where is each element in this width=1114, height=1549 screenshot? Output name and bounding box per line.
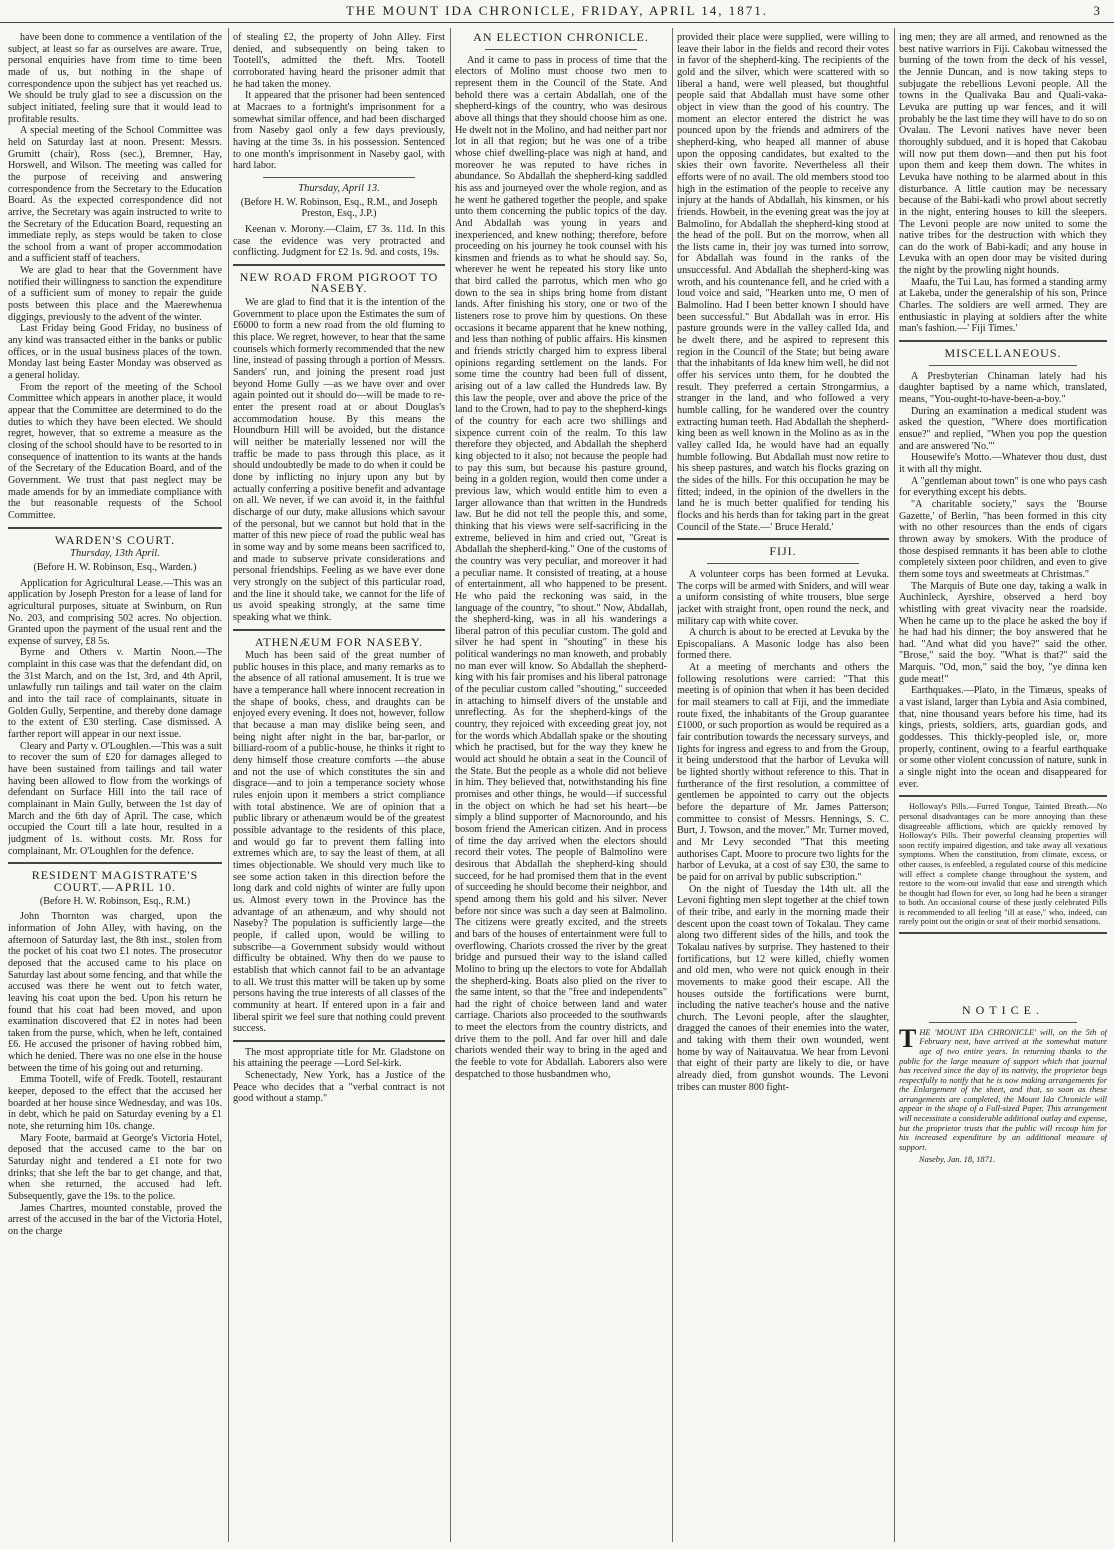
column-rule xyxy=(672,28,673,1542)
section-divider xyxy=(899,340,1107,342)
section-divider xyxy=(8,527,222,529)
article-paragraph: Schenectady, New York, has a Justice of the Peace who decides that a "verbal contract is not good without a stamp." xyxy=(233,1070,445,1105)
advertisement-text: Holloway's Pills.—Furred Tongue, Tainted Breath.—No personal disadvantages can be more annoying than these disagreeable afflictions, which are quickly removed by Holloway's Pills. Their powerful cleansing properties will soon rectify impaired digestion, and take away all vexatious symptoms. When the constitution, from climate, excess, or other causes, is enfeebled, a regulated course of this medicine will effect a complete change throughout the system, and restore to the worn-out invalid that ease and strength which he thought had flown for ever, so long had he been a stranger to both. An occasional course of these justly celebrated Pills is recommended to all feeling "ill at ease," who, indeed, can rarely point out the origin or seat of their morbid sensations. xyxy=(899,802,1107,927)
court-bench: (Before H. W. Robinson, Esq., R.M.) xyxy=(39,895,191,907)
section-divider xyxy=(485,49,637,50)
column-3 xyxy=(455,32,667,1542)
article-paragraph: A church is about to be erected at Levuka by the Episcopalians. A Masonic lodge has also been formed there. xyxy=(677,627,889,662)
article-paragraph: We are glad to hear that the Government have notified their willingness to sanction the expenditure of a sufficient sum of money to repair the guide posts between this place and the Maerewhenua diggings, previously to the advent of the winter. xyxy=(8,265,222,323)
court-bench: (Before H. W. Robinson, Esq., Warden.) xyxy=(33,561,197,573)
column-rule xyxy=(228,28,229,1542)
court-date: Thursday, 13th April. xyxy=(70,548,160,560)
section-heading-notice: NOTICE. xyxy=(962,1003,1044,1018)
article-paragraph: Application for Agricultural Lease.—This was an application by Joseph Preston for a lease of land for agricultural purposes, situate at Swinburn, on Run No. 203, and comprising 502 acres. No objection. Granted upon the payment of the usual rent and the expense of survey, £8 5s. xyxy=(8,577,222,647)
article-paragraph: James Chartres, mounted constable, proved the arrest of the accused in the bar of the Victoria Hotel, on the charge xyxy=(8,1202,222,1237)
article-paragraph: of stealing £2, the property of John Alley. First denied, and subsequently on being taken to Tootell's, admitted the theft. Mrs. Tootell corroborated having heard the prisoner admit that he had taken the money. xyxy=(233,32,445,90)
section-divider xyxy=(233,264,445,266)
column-4 xyxy=(677,32,889,1542)
advertisement-holloways-pills xyxy=(899,802,1107,927)
article-paragraph: A Presbyterian Chinaman lately had his daughter baptised by a name which, translated, means, "You-ought-to-have-been-a-boy." xyxy=(899,370,1107,406)
article-paragraph: The Marquis of Bute one day, taking a walk in Auchinleck, Ayrshire, observed a herd boy whistling with great vivacity near the roadside. When he came up to the place he asked the boy if he had had his dinner; the boy answered that he had. "And what did you have?" said the other. "Brose," said the boy. "What is that?" said the Marquis. "Od, mon," said the boy, "ye dinna ken gude meat!" xyxy=(899,580,1107,685)
notice-signature: Naseby, Jan. 18, 1871. xyxy=(919,1155,996,1165)
article-paragraph: A special meeting of the School Committee was held on Saturday last at noon. Present: Messrs. Grumitt (chair), Ross (sec.), Bremner, Hay, Horswell, and Wilson. The meeting was called for the purpose of receiving and answering correspondence from the Secretary to the Education Board. As the expected correspondence did not arrive, the Secretary was again instructed to write to the Secretary of the Education Board, requesting an immediate reply, as steps would be taken to close the school from a want of proper accommodation and a sufficient staff of teachers. xyxy=(8,125,222,265)
section-divider xyxy=(899,932,1107,934)
article-paragraph: On the night of Tuesday the 14th ult. all the Levoni fighting men slept together at the chief town of their tribe, and early in the morning made their descent upon the coast town of Tokalau. They came along two different sides of the hills, and took the Tokalau natives by surprise. They hastened to their fortifications, but 12 were killed, chiefly women and old men, who were not quick enough in their movements to make good their escape. All the houses outside the fortifications were burnt, including the native teacher's house and the native church. The Levoni people, after the slaughter, dragged the canoes of their enemies into the water, and taking with them their own wounded, went home by way of Naitauvatua. We hear from Levoni that eight of their party are likely to die, or have already died, from gunshot wounds. The Levoni tribes can muster 800 fight- xyxy=(677,883,889,1093)
article-paragraph: Housewife's Motto.—Whatever thou dust, dust it with all thy might. xyxy=(899,452,1107,475)
section-heading-resident-magistrates-court: RESIDENT MAGISTRATE'S COURT.—APRIL 10. xyxy=(31,868,199,894)
article-paragraph: Keenan v. Morony.—Claim, £7 3s. 11d. In this case the evidence was very protracted and conflicting. Judgment for £2 1s. 9d. and costs, 19s. xyxy=(233,223,445,259)
notice-box xyxy=(899,1023,1107,1165)
section-divider xyxy=(707,563,859,564)
masthead-title: THE MOUNT IDA CHRONICLE, FRIDAY, APRIL 14, 1871. xyxy=(345,3,769,18)
article-paragraph: Earthquakes.—Plato, in the Timæus, speaks of a vast island, larger than Lybia and Asia combined, that, nine thousand years before his time, had its kings, priests, soldiers, arts, guardian gods, and goddesses. This thickly-peopled isle, or, more properly, continent, owing to a fearful earthquake or some other violent concussion of nature, sunk in a single night into the ocean and disappeared for ever. xyxy=(899,685,1107,790)
article-paragraph: At a meeting of merchants and others the following resolutions were carried: "That this meeting is of opinion that when it has been decided for mail steamers to call at Fiji, and the immediate route fixed, the inhabitants of the Group guarantee £1000, or such proportion as would be required as a fair contribution towards the necessary surveys, and lights for ingress and egress to and from the Group, it being understood that the harbor of Levuka will be lighted shortly without reference to this. That in furtherance of the first resolution, a committee of gentlemen be appointed to carry out the objects before the departure of Mr. James Patterson; committee to consist of Messrs. Hennings, S. C. Burt, J. Towson, and the mover." Mr. Turner moved, and Mr Levy seconded "That this meeting authorises Capt. Moore to procure two lights for the harbor of Levuka, at a cost of say £30, the same to be paid for on arrival by public subscription." xyxy=(677,662,889,883)
blank-space xyxy=(899,939,1107,999)
section-divider xyxy=(233,1040,445,1042)
article-paragraph: ing men; they are all armed, and renowned as the best native warriors in Fiji. Cakobau witnessed the burning of the town from the deck of his vessel, the Jennie Duncan, and is now taking steps to subjugate the rebellious Levoni people. All the towns in the Qualivaka Bau and Quali-vaka-Levuka are putting up war fences, and it will probably be the last time they will have to do so on Ovalau. The Levoni natives have never been thoroughly subdued, and it is hoped that Cakobau will now put them down—and then put his foot upon them and keep them down. The whites in Levuka have nothing to be alarmed about in this disturbance. A little caution may be necessary because of the Babi-kadi who prowl about secretly in the night, entering houses to kill the sleepers. The Levoni people are now united to some the native tribes for the destruction with which they can do the work of Babi-kadi; and any house in Levuka with an open door may be visited during the night by the prowling night hounds. xyxy=(899,32,1107,277)
article-paragraph: Emma Tootell, wife of Fredk. Tootell, restaurant keeper, deposed to the effect that the accused her boarded at her house since Wednesday, and was 10s. in debt, which he paid on Saturday evening by a £1 note, she returning him 10s. change. xyxy=(8,1074,222,1133)
article-paragraph: "A charitable society," says the 'Bourse Gazette,' of Berlin, "has been formed in this city with no other resources than the ends of cigars thrown away by smokers. With the produce of those despised remnants it has been able to clothe completely sixteen poor children, and even to give them some toys and sweetmeats at Christmas." xyxy=(899,498,1107,580)
article-paragraph: Last Friday being Good Friday, no business of any kind was transacted either in the banks or public offices, or in the usual business places of the town. Monday last being Easter Monday was observed as a general holiday. xyxy=(8,323,222,382)
section-heading-athenaeum: ATHENÆUM FOR NASEBY. xyxy=(254,634,424,649)
article-paragraph: Byrne and Others v. Martin Noon.—The complaint in this case was that the defendant did, on the 31st March, and on the 1st, 3rd, and 4th April, unlawfully run tailings and tail water on the claim and into the tail race of complainants, situate in Golden Gully, Serpentine, and thereby done damage to the extent of £30 sterling. Case dismissed. A farther report will appear in our next issue. xyxy=(8,647,222,741)
section-heading-new-road: NEW ROAD FROM PIGROOT TO NASEBY. xyxy=(239,269,439,296)
column-rule xyxy=(450,28,451,1542)
article-paragraph: A volunteer corps has been formed at Levuka. The corps will be armed with Sniders, and will wear a uniform consisting of white trousers, blue serge jacket with straight front, open round the neck, and military cap with white cover. xyxy=(677,568,889,627)
court-date: Thursday, April 13. xyxy=(298,182,380,194)
article-paragraph: The most appropriate title for Mr. Gladstone on his attaining the peerage —Lord Sel-kirk. xyxy=(233,1046,445,1070)
article-paragraph: And it came to pass in process of time that the electors of Molino must choose two men to represent them in the Council of the State. And behold there was a certain Abdallah, one of the shepherd-kings of the country, who was desirous above all things that they should choose him as one. He dwelt not in the Molino, and had neither part nor lot in all that region; but he was one of a tribe whose chief dwelling-place was nigh at hand, and moreover he was reputed to have riches in abundance. So Abdallah the shepherd-king saddled his ass and journeyed over the whole region, and as he went he gathered together the people, and spake unto them concerning the public topics of the day. And Abdallah was young in years and inexperienced, and knew nothing; therefore, before proceeding on his journey he took counsel with his kinsmen and friends as to what he should say. So, wherever he went he repeated his story like unto that bird called the parrotus, which men who go down to the sea in ships bring home from distant lands. After finishing his story, one or two of the listeners rose to prove him by questions. On these occasions it became apparent that he knew nothing, and less than nothing of public affairs. His kinsmen and friends strictly charged him to express liberal opinions regarding settlement on the lands. For some time the country had been full of dissent, arising out of a law called the Hundreds law. By this law the people, over and above the price of the land to the Crown, had to pay to the shepherd-kings of the country for each acre two shillings and sixpence current coin of the realm. To this law therefore they objected, and Abdallah the shepherd king objected to it also; not because the people had to pay this sum, but because his pasture ground, being in a golden region, would then come under a previous law, which would entitle him to even a larger allowance than that written in the Hundreds law. But he did not tell the people this, and some, thinking that his views were self-sacrificing in the extreme, believed in him and cried out, "Great is Abdallah the shepherd-king." One of the customs of the country was very peculiar, and moreover it had a peculiar name. It consisted of treating, at a house of entertainment, all who happened to be present. He who paid the reckoning was said, in the language of the country, "to shout." Now, Abdallah, the shepherd-king, was in all his wanderings a liberal patron of this peculiar custom. The gold and silver he had spent in "shouting" in these his political wanderings no man knoweth, and probably no man ever will know. So Abdallah the shepherd-king with his fair promises and his liberal patronage of the peculiar custom called "shouting," succeeded in attaching to himself divers of the unstable and unreflecting. As for the shepherd-kings of the country, they rejoiced with exceeding great joy, not for the words which Abdallah spake or the shouting which he practised, but for the way they knew he would act should he obtain a seat in the Council of the State. But the people as a whole did not believe in him. They believed that, notwithstanding his fine promises and other things, he would—if successful in the object on which he had set his heart—be simply a blind supporter of Macnoroundo, and his bosom friend the American citizen. And in process of time the day arrived when the electors should record their votes. The people of Balmolino were desirous that Abdallah the shepherd-king should succeed, for he had promised them that in the event of succeeding he should become their neighbor, and spend among them his gold and his silver. Never before nor since was such a day seen at Balmolino. The citizens were greatly excited, and the streets and bars of the houses of entertainment were full to overflowing. Chariots crossed the river by the great bridge and pursued their way to the island called Molino to bring up the electors to vote for Abdallah the shepherd-king. Boats also plied on the river to the same intent, so that the "free and independents" had the right of choice between land and water carriage. Chariots also proceeded to the southwards to meet the electors from the country districts, and drive them to the poll. And far over hill and dale chariots wended their way to bring in the aged and the feeble to vote for Abdallah. Laborers also were despatched to those husbandmen who, xyxy=(455,54,667,1080)
article-paragraph: provided their place were supplied, were willing to leave their labor in the fields and record their votes in favor of the shepherd-king. The recipients of the gold and the silver, which were scattered with so liberal a hand, were well pleased, but thoughtful people said that Abdallah must have some other object in view than the good of his country. The moment an elector entered the district he was pounced upon by the friends and admirers of the shepherd-king, who heaped all manner of abuse upon the opposing candidates, but exalted to the skies their own favorite. Nevertheless all their efforts were of no avail. The old members stood too high in the estimation of the people to receive any injury at the hands of Abdallah, his kinsmen, or his friends. Howbeit, in the evening great was the joy at Balmolino, for Abdallah the shepherd-king stood at the head of the poll. But on the morrow, when all the lists came in, their joy was turned into sorrow, for Abdallah was found in the ranks of the unsuccessful. And Abdallah the shepherd-king was wroth, and his countenance fell, and he cried with a loud voice and said, "Hearken unto me, O men of Balmolino. Had I been better known I should have been successful." But Abdallah was in error. His pasture grounds were in the valley called Ida, and he dwelt there, and he aspired to represent this region in the Council of the State; but being aware that the inhabitants of Ida knew him well, he did not offer his services unto them, for he doubted the result. They preferred a certain Strongarmius, a stranger in the land, and who followed a very humble calling, for he wandered over the country extracting human teeth. Had Abdallah the shepherd-king been as well known in the Molino as as in the valley called Ida, he would have had an equally humble following. But Abdallah must now retire to his sheep pastures, and watch his flocks grazing on the sides of the hills. For this occupation he may be fitted; indeed, in the opinion of the dwellers in the land he is much better qualified for tending his flocks and his herds than for taking part in the great Council of the State.—' Bruce Herald.' xyxy=(677,32,889,533)
court-bench: (Before H. W. Robinson, Esq., R.M., and Joseph Preston, Esq., J.P.) xyxy=(240,196,438,220)
article-paragraph: Cleary and Party v. O'Loughlen.—This was a suit to recover the sum of £20 for damages alleged to have been sustained from tailings and tail water having been allowed to flow from the workings of defendant on Surface Hill into the tail race of complainant in Main Gully, between the 1st day of March and the 6th day of April. The case, which occupied the Court till a late hour, resulted in a judgment of 1s. without costs. Mr. Ross for complainant, Mr. O'Loughlen for the defence. xyxy=(8,740,222,857)
article-paragraph: We are glad to find that it is the intention of the Government to place upon the Estimates the sum of £6000 to form a new road from the old fluming to this place. We regret, however, to hear that the same counsels which formerly recommended that the new line, instead of passing through a portion of Messrs. Sanders' run, and joining the present road just beyond Home Gully —as we have over and over again pointed out it should do—will be made to re-enter the present road at or about Douglas's accommodation house. By this means the Houndburn Hill will be avoided, but the distance will neither be materially lessened nor will the traffic be made to pass through this place, as it should undoubtedly be made to do when it could be done by inflicting no injury upon any but by actually conferring a positive benefit and advantage on all. We never, if we can avoid it, in the faithful discharge of our duty, make allusions which savour of the personal, but we cannot but hold that in the matter of this new piece of road the public weal has in some way and by some means been sacrificed to, and made to subserve private considerations and personal friendships. Feeling as we have ever done very strongly on the subject of this particular road, and the line it should take, we cannot for the life of us avoid speaking strongly, at the same time speaking what we think. xyxy=(233,297,445,623)
notice-dropcap: T xyxy=(899,1023,917,1053)
section-heading-fiji: FIJI. xyxy=(769,544,797,559)
page-number: 3 xyxy=(1093,3,1100,18)
article-paragraph: Mary Foote, barmaid at George's Victoria Hotel, deposed that the accused came to the bar on Saturday night and tendered a £1 note for two drinks; that she left the bar to get change, and that, when she returned, the accused had left. Subsequently, gave the 19s. to the police. xyxy=(8,1132,222,1202)
section-divider xyxy=(929,1022,1077,1023)
section-divider xyxy=(8,862,222,864)
column-2 xyxy=(233,32,445,1542)
article-paragraph: have been done to commence a ventilation of the subject, at least so far as ourselves are aware. True, personal enquiries have from time to time been made of us, but nothing in the shape of correspondence upon the subject has yet reached us. We should be truly glad to see a discussion on the subject initiated, feeling sure that it would lead to profitable results. xyxy=(8,32,222,125)
article-paragraph: From the report of the meeting of the School Committee which appears in another place, it would appear that the Committee are determined to do the duties to which they have been elected. We should regret, however, that so extreme a measure as the closing of the school should have to be resorted to in consequence of inattention to its wants at the hands of the Secretary of the Education Board, and of the Government. We trust that past neglect may be made amends for by an immediate compliance with the but reasonable requests of the School Committee. xyxy=(8,381,222,521)
column-rule xyxy=(894,28,895,1542)
section-heading-miscellaneous: MISCELLANEOUS. xyxy=(944,346,1062,361)
section-divider xyxy=(263,177,415,178)
section-heading-wardens-court: WARDEN'S COURT. xyxy=(54,532,176,547)
section-divider xyxy=(899,795,1107,797)
column-5 xyxy=(899,32,1107,1542)
article-paragraph: Much has been said of the great number of public houses in this place, and many remarks as to the absence of all rational amusement. It is true we have a temperance hall where innocent recreation in the shape of books, chess, and draughts can be enjoyed every evening. It does not, however, follow that because a man may dislike being seen, and being night after night in the bar, bar-parlor, or billiard-room of a public-house, he thinks it right to deny himself those creature comforts —the abuse and not the use of which constitutes the sin and disgrace—and to join a temperance society whose rules enjoin upon it members a strict compliance with total abstinence. We are of opinion that a public library or athenæum would be of the greatest possible advantage to the residents of this place, and would go far to prevent them falling into extremes which are, to say the least of them, at all times objectionable. We should very much like to see some action taken in this direction before the long dark and cold nights of winter are fully upon us. Almost every town in the Province has the advantage of an athenæum, and why should not Naseby? The population is sufficiently large—the people, if called upon, would be willing to subscribe—a Government subsidy would without difficulty be obtained. Why then do we pause to establish that which cannot fail to be an advantage to all. We trust this matter will be taken up by some persons having the true interests of all classes of the community at heart. If entered upon in a fair and liberal spirit we feel sure that nothing could prevent success. xyxy=(233,650,445,1035)
column-1 xyxy=(8,32,222,1542)
section-divider xyxy=(929,365,1077,366)
section-heading-election-chronicle: AN ELECTION CHRONICLE. xyxy=(473,32,649,44)
article-paragraph: It appeared that the prisoner had been sentenced at Macraes to a fortnight's imprisonment for a somewhat similar offence, and had been discharged from Naseby gaol only a few days previously, having at the time 3s. in his possession. Sentenced to one month's imprisonment in Naseby gaol, with hard labor. xyxy=(233,90,445,172)
article-paragraph: John Thornton was charged, upon the information of John Alley, with having, on the afternoon of Saturday last, the 8th inst., stolen from the pocket of his coat two £1 notes. The prosecutor deposed that the accused came to his place on Saturday last about some fencing, and that while the accused was there he went out to fetch water, leaving his coat upon the bed. Upon his return he found that his coat had been moved, and upon examination discovered that £2 in notes had been taken from the purse, which, when he left, contained £6. He accused the prisoner of having robbed him, which he denied. There was no one else in the house between the time of his going out and returning. xyxy=(8,911,222,1074)
section-divider xyxy=(233,629,445,631)
masthead xyxy=(0,0,1114,23)
notice-text: HE 'MOUNT IDA CHRONICLE' will, on the 5th of February next, have arrived at the somewhat mature age of two entire years. In returning thanks to the public for the large measure of support which that journal has received since the day of its nativity, the proprietor begs respectfully to notify that he is now making arrangements for the Enlargement of the sheet, and that, so soon as these arrangements are completed, the Mount Ida Chronicle will appear in the shape of a Full-sized Paper. This arrangement will necessitate a considerable additional outlay and expense, but the proprietor trusts that the public will recoup him for his increased expenditure by an additional measure of support. xyxy=(899,1027,1107,1152)
article-paragraph: During an examination a medical student was asked the question, "Where does mortification ensue?" and replied, "When you pop the question and are answered 'No.'" xyxy=(899,405,1107,452)
article-paragraph: Maafu, the Tui Lau, has formed a standing army at Lakeba, under the generalship of his son, Prince Charles. The soldiers are well armed. They are enthusiastic in playing at soldiers after the white man's fashion.—' Fiji Times.' xyxy=(899,276,1107,335)
section-divider xyxy=(677,538,889,540)
article-paragraph: A "gentleman about town" is one who pays cash for everything except his debts. xyxy=(899,475,1107,499)
